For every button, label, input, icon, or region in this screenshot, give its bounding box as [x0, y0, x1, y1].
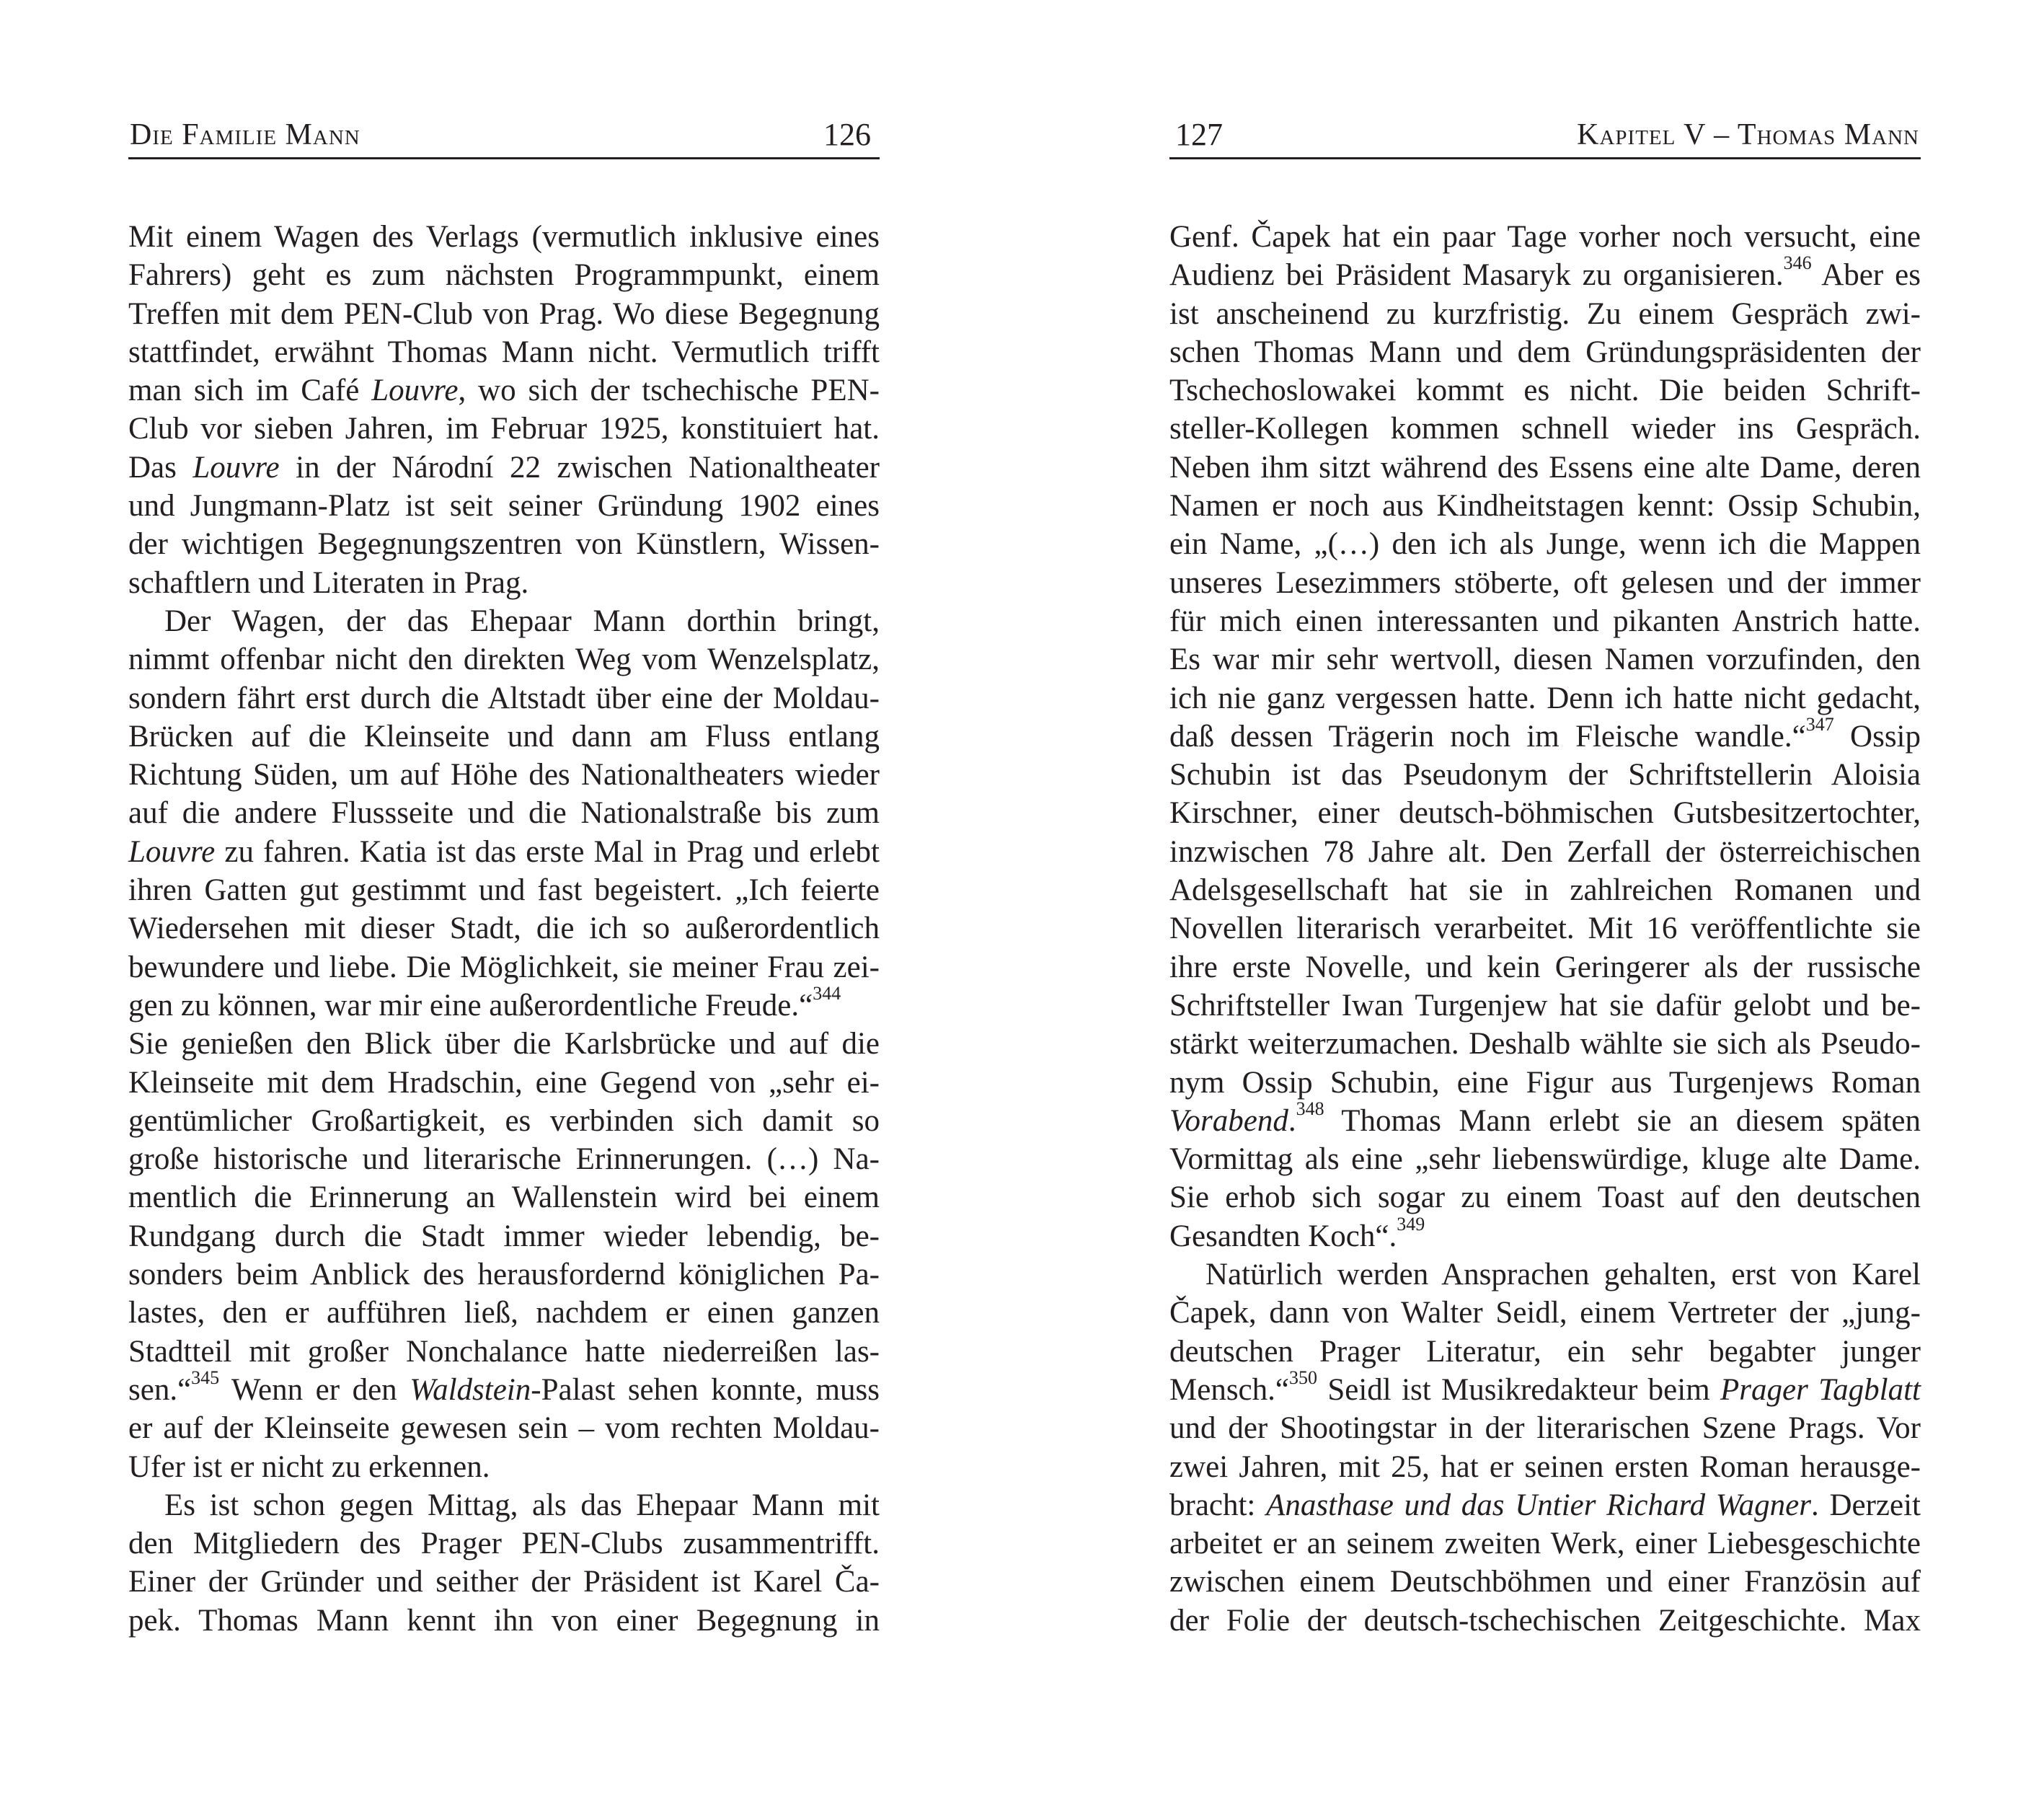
text-line: [1169, 713, 1921, 756]
line-text: Ossip: [1833, 719, 1921, 754]
line-text: Der Wagen, der das Ehepaar Mann dorthin bringt,: [164, 604, 880, 638]
text-line: [128, 1064, 880, 1102]
text-line: [1169, 909, 1921, 948]
text-line: [1169, 602, 1921, 640]
line-text: Fahrers) geht es zum nächsten Programmpunkt, einem: [128, 258, 880, 293]
text-line: [1169, 1098, 1921, 1140]
line-text: für mich einen interessanten und pikanten Anstrich hatte.: [1169, 604, 1921, 638]
left-page-number: 126: [823, 117, 871, 152]
footnote-marker: 350: [1288, 1366, 1317, 1388]
text-line: [128, 756, 880, 794]
italic-title: Vorabend: [1169, 1103, 1288, 1138]
line-text: Seidl ist Musikredakteur beim: [1317, 1372, 1720, 1407]
line-text: Kirschner, einer deutsch-böhmischen Gutsbesitzertochter,: [1169, 796, 1921, 831]
line-text: Mensch.“: [1169, 1372, 1289, 1407]
line-text: ich nie ganz vergessen hatte. Denn ich hatte nicht gedacht,: [1169, 681, 1921, 715]
italic-title: Waldstein: [410, 1372, 531, 1407]
text-line: [1169, 1025, 1921, 1063]
line-text: Čapek, dann von Walter Seidl, einem Vertreter der „jung-: [1169, 1296, 1921, 1330]
text-line: [1169, 833, 1921, 871]
text-line: [128, 1217, 880, 1255]
line-text: Das: [128, 450, 193, 485]
text-line: [1169, 756, 1921, 794]
text-line: [1169, 679, 1921, 718]
text-line: [128, 1602, 880, 1640]
line-text: ihre erste Novelle, und kein Geringerer als der russische: [1169, 950, 1921, 984]
line-text: Schubin ist das Pseudonym der Schriftstellerin Aloisia: [1169, 758, 1921, 792]
left-running-title: Die Familie Mann: [130, 118, 360, 151]
left-body-text: [128, 218, 880, 1640]
line-text: sondern fährt erst durch die Altstadt über eine der Moldau-: [128, 681, 880, 715]
text-line: [1169, 1486, 1921, 1524]
text-line: [1169, 1213, 1921, 1255]
italic-title: Louvre: [128, 834, 216, 869]
line-text: , wo sich der tschechische PEN-: [458, 374, 880, 408]
line-text: Es war mir sehr wertvoll, diesen Namen vorzufinden, den: [1169, 643, 1921, 677]
text-line: [1169, 410, 1921, 448]
line-text: steller-Kollegen kommen schnell wieder ins Gespräch.: [1169, 412, 1921, 446]
text-line: [128, 525, 880, 563]
text-line: [128, 1333, 880, 1371]
line-text: Rundgang durch die Stadt immer wieder lebendig, be-: [128, 1219, 880, 1253]
text-line: [1169, 295, 1921, 333]
text-line: [1169, 1140, 1921, 1178]
text-line: [128, 1255, 880, 1294]
footnote-marker: 348: [1296, 1098, 1324, 1119]
text-line: [128, 1102, 880, 1140]
text-line: [128, 794, 880, 832]
line-text: Novellen literarisch verarbeitet. Mit 16 veröffentlichte sie: [1169, 911, 1921, 946]
line-text: Stadtteil mit großer Nonchalance hatte niederreißen las-: [128, 1334, 880, 1369]
line-text: daß dessen Trägerin noch im Fleische wandle.“: [1169, 719, 1806, 754]
line-text: Gesandten Koch“.: [1169, 1219, 1397, 1253]
text-line: [1169, 333, 1921, 371]
line-text: er auf der Kleinseite gewesen sein – vom rechten Moldau-: [128, 1411, 880, 1446]
text-line: [1169, 948, 1921, 986]
italic-title: Louvre: [193, 450, 280, 485]
italic-title: Prager Tagblatt: [1720, 1372, 1921, 1407]
line-text: . Derzeit: [1811, 1488, 1921, 1522]
text-line: [128, 218, 880, 256]
line-text: .: [1288, 1103, 1296, 1138]
line-text: Schriftsteller Iwan Turgenjew hat sie dafür gelobt und be-: [1169, 988, 1921, 1023]
text-line: [1169, 487, 1921, 525]
line-text: -Palast sehen konnte, muss: [531, 1372, 880, 1407]
text-line: [128, 449, 880, 487]
line-text: pek. Thomas Mann kennt ihn von einer Begegnung in: [128, 1603, 880, 1638]
text-line: [1169, 1366, 1921, 1409]
text-line: [1169, 252, 1921, 294]
text-line: [128, 371, 880, 410]
line-text: Aber es: [1811, 258, 1921, 293]
line-text: Tschechoslowakei kommt es nicht. Die beiden Schrift-: [1169, 374, 1921, 408]
line-text: Audienz bei Präsident Masaryk zu organisieren.: [1169, 258, 1784, 293]
right-running-head: [1169, 107, 1921, 159]
right-running-title: Kapitel V – Thomas Mann: [1577, 118, 1919, 151]
text-line: [1169, 564, 1921, 602]
text-line: [1169, 640, 1921, 679]
text-line: [1169, 794, 1921, 832]
right-body-text: [1169, 218, 1921, 1640]
text-line: [128, 948, 880, 986]
line-text: man sich im Café: [128, 374, 372, 408]
line-text: stattfindet, erwähnt Thomas Mann nicht. Vermutlich trifft: [128, 335, 880, 369]
left-running-head: [128, 107, 880, 159]
footnote-marker: 345: [191, 1366, 220, 1388]
line-text: Sie erhob sich sogar zu einem Toast auf den deutschen: [1169, 1180, 1921, 1215]
text-line: [128, 333, 880, 371]
line-text: Es ist schon gegen Mittag, als das Ehepaar Mann mit: [164, 1488, 880, 1522]
line-text: Einer der Gründer und seither der Präsident ist Karel Ča-: [128, 1565, 880, 1599]
text-line: [128, 1524, 880, 1563]
text-line: [128, 1563, 880, 1601]
line-text: gentümlicher Großartigkeit, es verbinden sich damit so: [128, 1103, 880, 1138]
right-page-number: 127: [1175, 117, 1223, 152]
line-text: Club vor sieben Jahren, im Februar 1925, konstituiert hat.: [128, 412, 880, 446]
italic-title: Louvre: [371, 374, 459, 408]
text-line: [1169, 1255, 1921, 1294]
line-text: der wichtigen Begegnungszentren von Künstlern, Wissen-: [128, 527, 880, 562]
line-text: Neben ihm sitzt während des Essens eine alte Dame, deren: [1169, 450, 1921, 485]
line-text: der Folie der deutsch-tschechischen Zeitgeschichte. Max: [1169, 1603, 1921, 1638]
text-line: [128, 1448, 880, 1486]
text-line: [1169, 871, 1921, 909]
text-line: [128, 833, 880, 871]
text-line: [128, 410, 880, 448]
line-text: nimmt offenbar nicht den direkten Weg vom Wenzelsplatz,: [128, 643, 880, 677]
text-line: [128, 1025, 880, 1063]
line-text: ihren Gatten gut gestimmt und fast begeistert. „Ich feierte: [128, 873, 880, 908]
text-line: [128, 602, 880, 640]
line-text: ein Name, „(…) den ich als Junge, wenn ich die Mappen: [1169, 527, 1921, 562]
line-text: Wenn er den: [219, 1372, 410, 1407]
line-text: arbeitet er an seinem zweiten Werk, einer Liebesgeschichte: [1169, 1527, 1921, 1561]
text-line: [128, 640, 880, 679]
text-line: [1169, 218, 1921, 256]
text-line: [1169, 1333, 1921, 1371]
line-text: Wiedersehen mit dieser Stadt, die ich so außerordentlich: [128, 911, 880, 946]
text-line: [1169, 525, 1921, 563]
line-text: ist anscheinend zu kurzfristig. Zu einem Gespräch zwi-: [1169, 296, 1921, 331]
text-line: [1169, 1448, 1921, 1486]
text-line: [128, 256, 880, 294]
text-line: [1169, 1294, 1921, 1332]
line-text: Sie genießen den Blick über die Karlsbrücke und auf die: [128, 1027, 880, 1061]
text-line: [1169, 986, 1921, 1025]
text-line: [128, 982, 880, 1025]
line-text: Ufer ist er nicht zu erkennen.: [128, 1449, 490, 1484]
line-text: den Mitgliedern des Prager PEN-Clubs zusammentrifft.: [128, 1527, 880, 1561]
line-text: deutschen Prager Literatur, ein sehr begabter junger: [1169, 1334, 1921, 1369]
line-text: Adelsgesellschaft hat sie in zahlreichen Romanen und: [1169, 873, 1921, 908]
line-text: große historische und literarische Erinnerungen. (…) Na-: [128, 1142, 880, 1177]
line-text: Brücken auf die Kleinseite und dann am Fluss entlang: [128, 719, 880, 754]
line-text: sen.“: [128, 1372, 192, 1407]
text-line: [1169, 371, 1921, 410]
text-line: [1169, 449, 1921, 487]
text-line: [128, 871, 880, 909]
text-line: [128, 909, 880, 948]
line-text: zwei Jahren, mit 25, hat er seinen ersten Roman herausge-: [1169, 1449, 1921, 1484]
text-line: [1169, 1064, 1921, 1102]
line-text: und Jungmann-Platz ist seit seiner Gründung 1902 eines: [128, 489, 880, 524]
line-text: zwischen einem Deutschböhmen und einer Französin auf: [1169, 1565, 1921, 1599]
text-line: [128, 1486, 880, 1524]
italic-title: Anasthase und das Untier Richard Wagner: [1266, 1488, 1812, 1522]
text-line: [1169, 1563, 1921, 1601]
footnote-marker: 344: [813, 982, 841, 1004]
text-line: [128, 1294, 880, 1332]
line-text: auf die andere Flussseite und die Nationalstraße bis zum: [128, 796, 880, 831]
line-text: gen zu können, war mir eine außerordentliche Freude.“: [128, 988, 813, 1023]
line-text: Mit einem Wagen des Verlags (vermutlich inklusive eines: [128, 220, 880, 254]
line-text: Natürlich werden Ansprachen gehalten, erst von Karel: [1205, 1258, 1921, 1292]
line-text: und der Shootingstar in der literarischen Szene Prags. Vor: [1169, 1411, 1921, 1446]
footnote-marker: 349: [1397, 1213, 1425, 1235]
text-line: [128, 1140, 880, 1178]
line-text: stärkt weiterzumachen. Deshalb wählte sie sich als Pseudo-: [1169, 1027, 1921, 1061]
line-text: lastes, den er aufführen ließ, nachdem er einen ganzen: [128, 1296, 880, 1330]
line-text: Vormittag als eine „sehr liebenswürdige, kluge alte Dame.: [1169, 1142, 1921, 1177]
right-page: [1169, 0, 1921, 1797]
left-page: [128, 0, 880, 1797]
line-text: Richtung Süden, um auf Höhe des Nationaltheaters wieder: [128, 758, 880, 792]
text-line: [128, 1366, 880, 1409]
text-line: [128, 487, 880, 525]
text-line: [128, 679, 880, 718]
line-text: bracht:: [1169, 1488, 1267, 1522]
line-text: inzwischen 78 Jahre alt. Den Zerfall der österreichischen: [1169, 834, 1921, 869]
line-text: mentlich die Erinnerung an Wallenstein wird bei einem: [128, 1180, 880, 1215]
line-text: nym Ossip Schubin, eine Figur aus Turgenjews Roman: [1169, 1065, 1921, 1100]
text-line: [1169, 1409, 1921, 1447]
line-text: unseres Lesezimmers stöberte, oft gelesen und der immer: [1169, 565, 1921, 600]
text-line: [128, 1178, 880, 1217]
line-text: schen Thomas Mann und dem Gründungspräsidenten der: [1169, 335, 1921, 369]
line-text: Thomas Mann erlebt sie an diesem späten: [1324, 1103, 1921, 1138]
text-line: [1169, 1602, 1921, 1640]
text-line: [128, 718, 880, 756]
line-text: sonders beim Anblick des herausfordernd königlichen Pa-: [128, 1258, 880, 1292]
text-line: [128, 564, 880, 602]
footnote-marker: 346: [1783, 252, 1812, 274]
line-text: bewundere und liebe. Die Möglichkeit, sie meiner Frau zei-: [128, 950, 880, 984]
line-text: Kleinseite mit dem Hradschin, eine Gegend von „sehr ei-: [128, 1065, 880, 1100]
text-line: [1169, 1524, 1921, 1563]
line-text: Genf. Čapek hat ein paar Tage vorher noch versucht, eine: [1169, 220, 1921, 254]
line-text: Treffen mit dem PEN-Club von Prag. Wo diese Begegnung: [128, 296, 880, 331]
text-line: [128, 295, 880, 333]
footnote-marker: 347: [1805, 713, 1834, 735]
text-line: [128, 1409, 880, 1447]
line-text: Namen er noch aus Kindheitstagen kennt: Ossip Schubin,: [1169, 489, 1921, 524]
text-line: [1169, 1178, 1921, 1217]
line-text: in der Národní 22 zwischen Nationaltheater: [279, 450, 880, 485]
line-text: zu fahren. Katia ist das erste Mal in Prag und erlebt: [215, 834, 880, 869]
line-text: schaftlern und Literaten in Prag.: [128, 565, 529, 600]
